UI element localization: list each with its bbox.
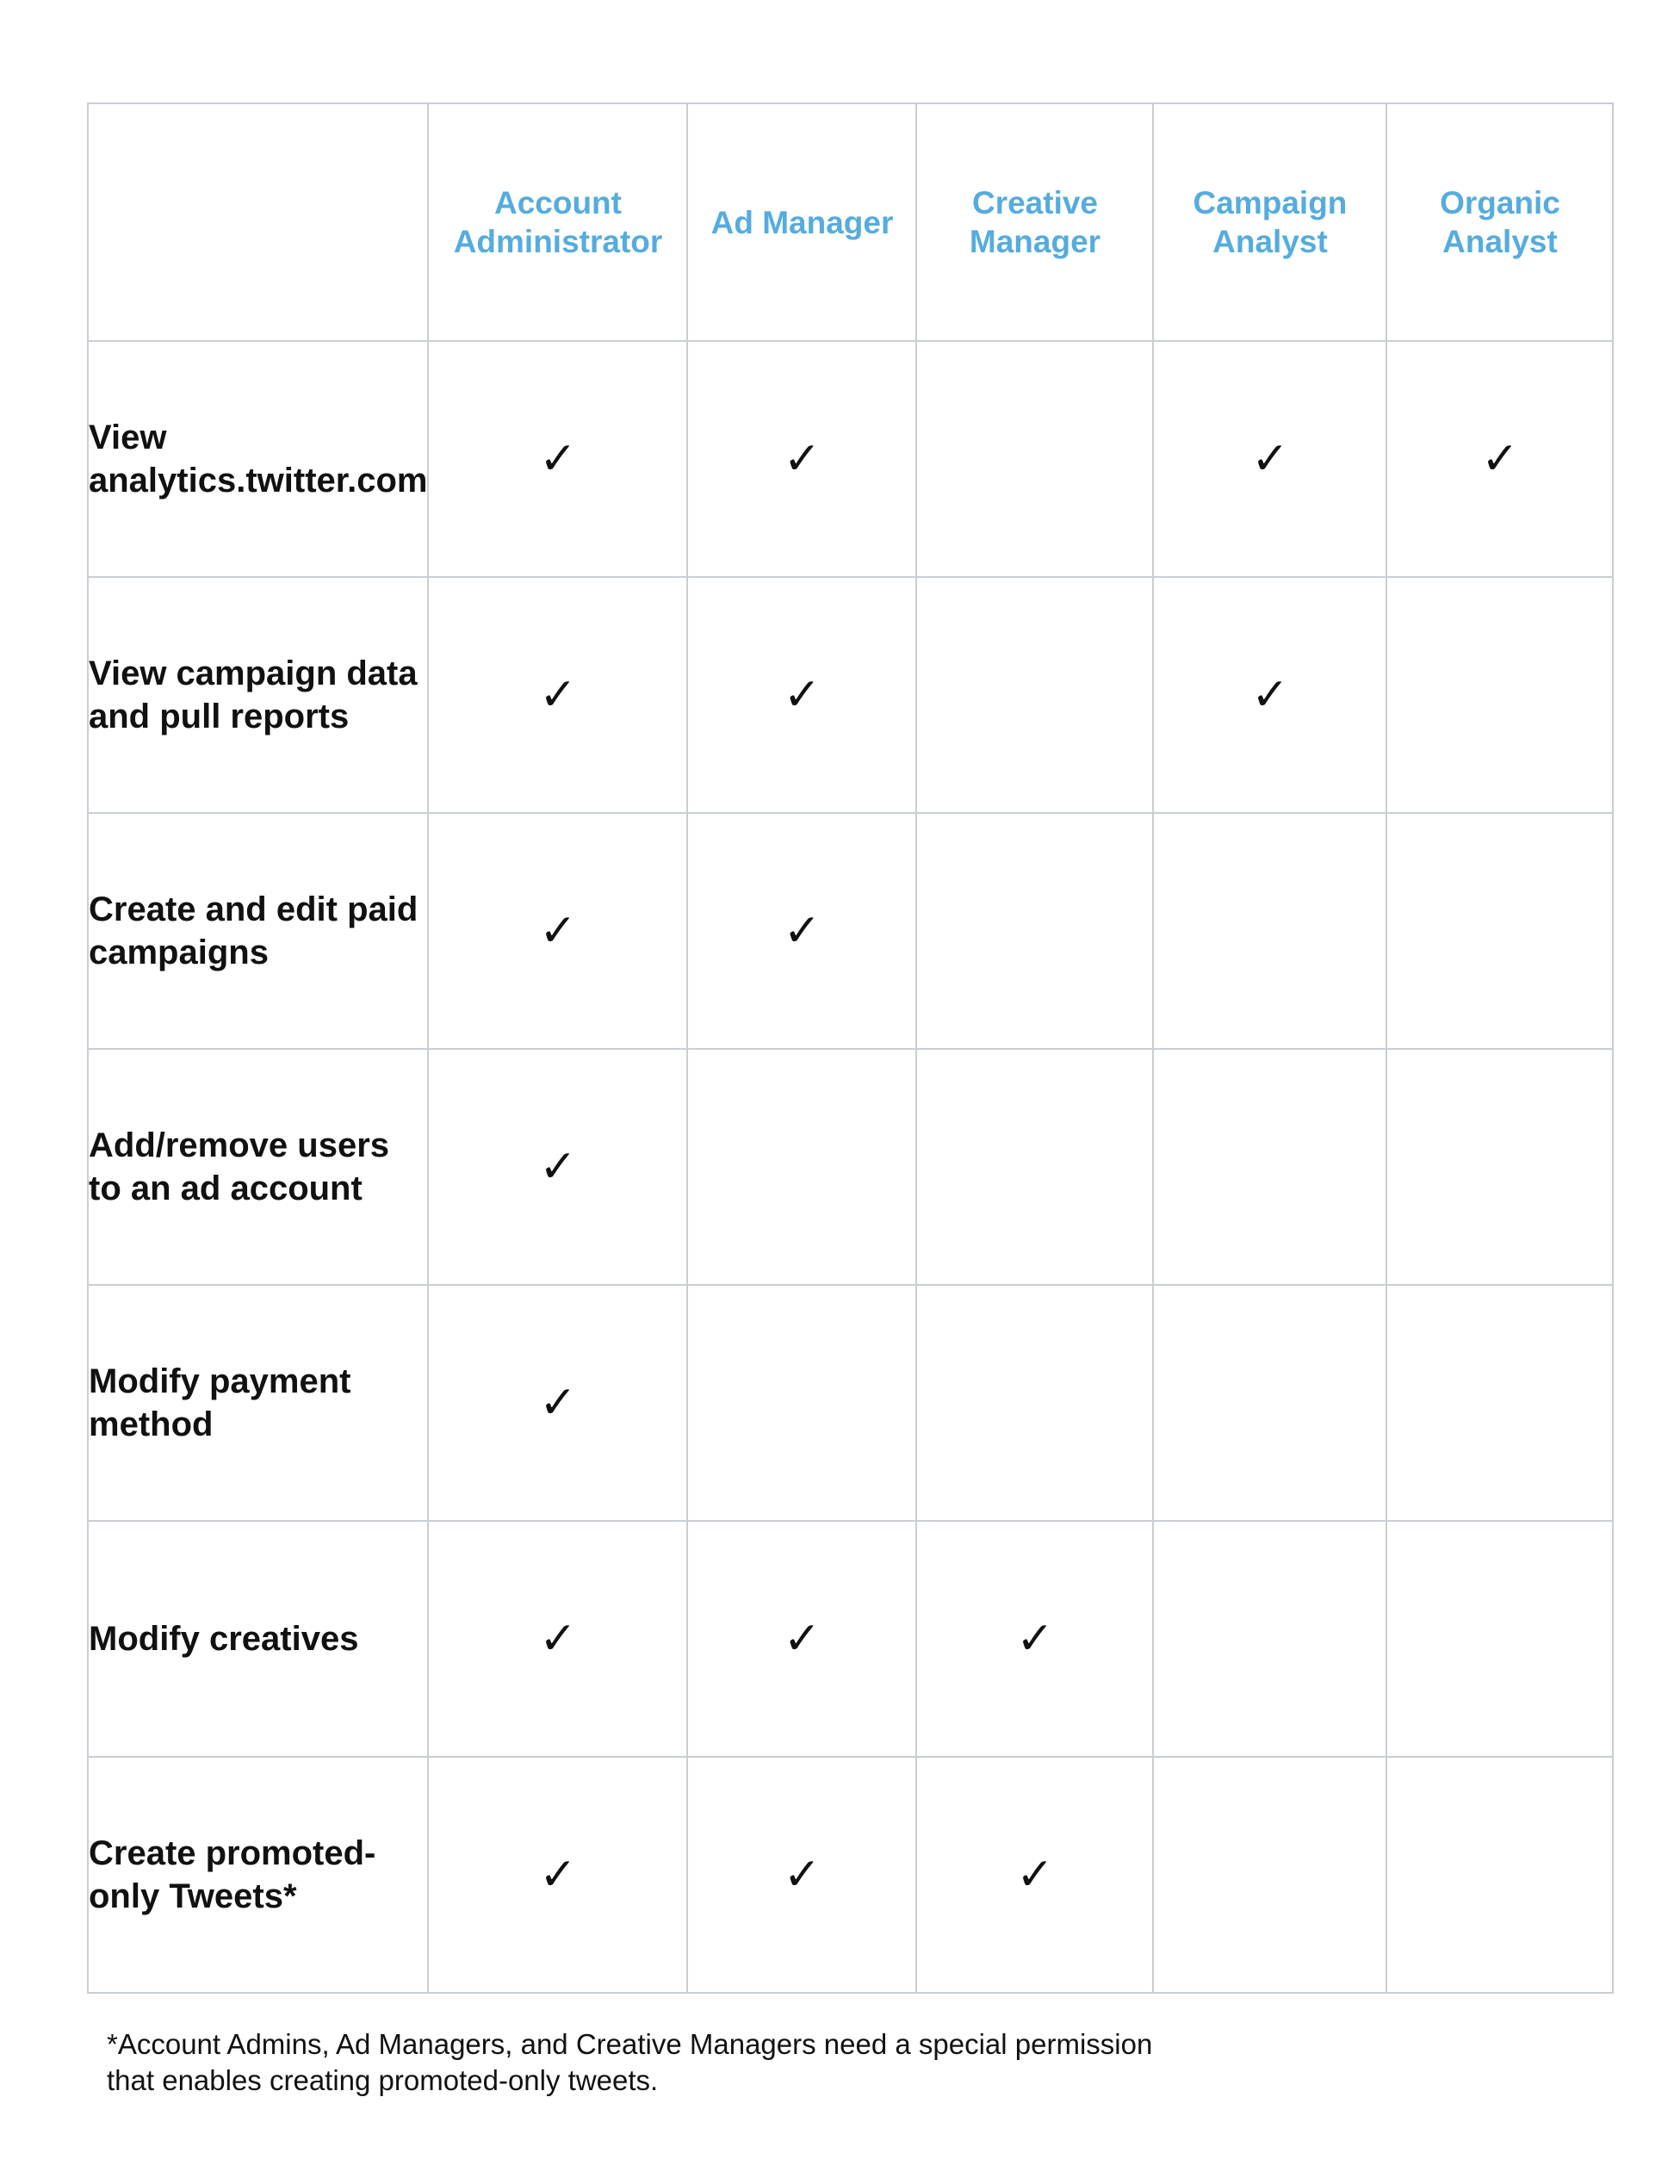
feature-label: Add/remove users to an ad account: [88, 1049, 428, 1285]
table-body: [88, 341, 1613, 1993]
checkmark-icon: ✓: [539, 905, 577, 957]
cell-ad-manager: [687, 1285, 916, 1521]
checkmark-icon: ✓: [539, 1849, 577, 1901]
role-header-account-administrator: Account Administrator: [428, 103, 687, 341]
corner-cell: [88, 103, 428, 341]
cell-account-administrator: [428, 1049, 687, 1285]
table-row: [88, 1285, 1613, 1521]
role-header-ad-manager: Ad Manager: [687, 103, 916, 341]
footnote: [107, 2026, 1398, 2099]
cell-ad-manager: [687, 341, 916, 577]
checkmark-icon: ✓: [539, 1613, 577, 1665]
feature-label: View analytics.twitter.com: [88, 341, 428, 577]
cell-ad-manager: [687, 1757, 916, 1993]
table-row: [88, 813, 1613, 1049]
checkmark-icon: ✓: [783, 1613, 821, 1665]
table-row: [88, 1521, 1613, 1757]
checkmark-icon: ✓: [539, 1377, 577, 1429]
checkmark-icon: ✓: [1251, 669, 1289, 721]
feature-label: Modify payment method: [88, 1285, 428, 1521]
feature-label: View campaign data and pull reports: [88, 577, 428, 813]
checkmark-icon: ✓: [1016, 1613, 1054, 1665]
checkmark-icon: ✓: [783, 905, 821, 957]
role-header-campaign-analyst: Campaign Analyst: [1153, 103, 1386, 341]
cell-ad-manager: [687, 577, 916, 813]
cell-campaign-analyst: [1153, 1757, 1386, 1993]
checkmark-icon: ✓: [783, 669, 821, 721]
feature-label: Create and edit paid campaigns: [88, 813, 428, 1049]
table-row: [88, 577, 1613, 813]
cell-creative-manager: [916, 1757, 1153, 1993]
table-row: [88, 1757, 1613, 1993]
cell-campaign-analyst: [1153, 1521, 1386, 1757]
table-row: [88, 1049, 1613, 1285]
footnote-line-1: *Account Admins, Ad Managers, and Creative Managers need a special permission: [107, 2028, 1153, 2060]
cell-organic-analyst: [1386, 577, 1613, 813]
checkmark-icon: ✓: [539, 1141, 577, 1193]
cell-organic-analyst: [1386, 813, 1613, 1049]
cell-organic-analyst: [1386, 1285, 1613, 1521]
checkmark-icon: ✓: [1016, 1849, 1054, 1901]
cell-ad-manager: [687, 1521, 916, 1757]
feature-label: Modify creatives: [88, 1521, 428, 1757]
feature-label: Create promoted-only Tweets*: [88, 1757, 428, 1993]
cell-creative-manager: [916, 813, 1153, 1049]
cell-creative-manager: [916, 341, 1153, 577]
role-header-organic-analyst: Organic Analyst: [1386, 103, 1613, 341]
cell-organic-analyst: [1386, 341, 1613, 577]
checkmark-icon: ✓: [1481, 433, 1519, 485]
cell-account-administrator: [428, 341, 687, 577]
checkmark-icon: ✓: [539, 669, 577, 721]
cell-campaign-analyst: [1153, 813, 1386, 1049]
cell-creative-manager: [916, 1285, 1153, 1521]
cell-account-administrator: [428, 1757, 687, 1993]
cell-campaign-analyst: [1153, 1285, 1386, 1521]
cell-ad-manager: [687, 813, 916, 1049]
checkmark-icon: ✓: [783, 433, 821, 485]
cell-campaign-analyst: [1153, 1049, 1386, 1285]
table-row: [88, 341, 1613, 577]
cell-account-administrator: [428, 1521, 687, 1757]
cell-organic-analyst: [1386, 1049, 1613, 1285]
cell-creative-manager: [916, 1049, 1153, 1285]
cell-creative-manager: [916, 577, 1153, 813]
header-row: [88, 103, 1613, 341]
checkmark-icon: ✓: [1251, 433, 1289, 485]
cell-account-administrator: [428, 577, 687, 813]
cell-campaign-analyst: [1153, 341, 1386, 577]
cell-creative-manager: [916, 1521, 1153, 1757]
footnote-line-2: that enables creating promoted-only tweets.: [107, 2064, 659, 2096]
cell-account-administrator: [428, 1285, 687, 1521]
cell-organic-analyst: [1386, 1521, 1613, 1757]
cell-organic-analyst: [1386, 1757, 1613, 1993]
checkmark-icon: ✓: [539, 433, 577, 485]
cell-account-administrator: [428, 813, 687, 1049]
checkmark-icon: ✓: [783, 1849, 821, 1901]
cell-campaign-analyst: [1153, 577, 1386, 813]
permissions-table: [87, 102, 1614, 1994]
role-header-creative-manager: Creative Manager: [916, 103, 1153, 341]
cell-ad-manager: [687, 1049, 916, 1285]
